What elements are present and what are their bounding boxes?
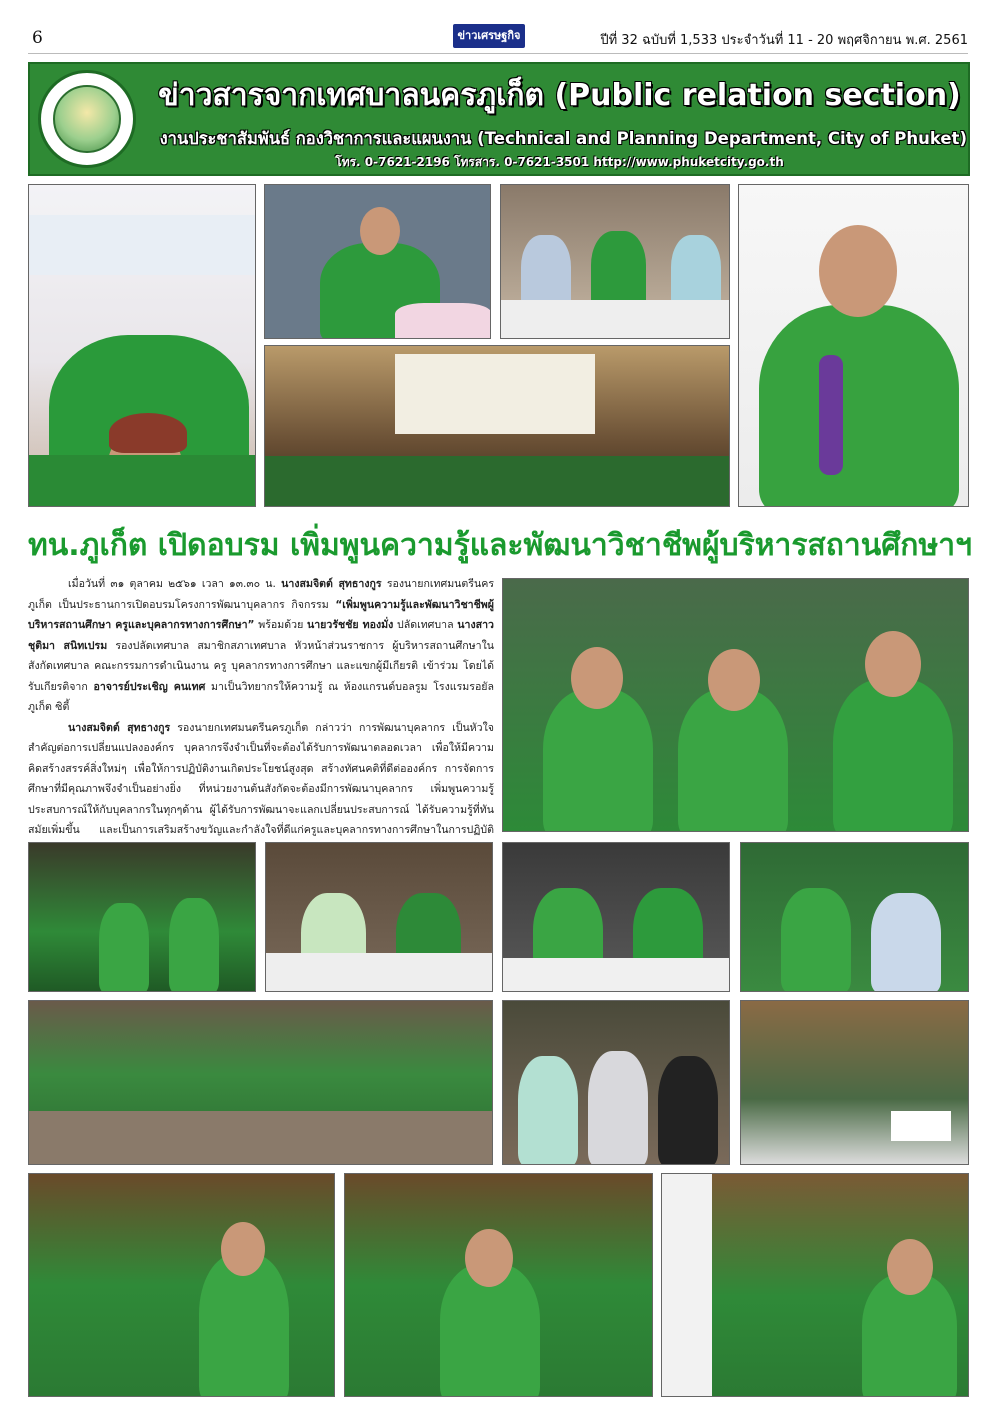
photo-speaker-mic-man <box>738 184 969 507</box>
photo-auditorium-stage <box>264 345 730 507</box>
photo-three-seated <box>500 184 730 339</box>
page-number: 6 <box>32 28 43 48</box>
photo-three-women-seated <box>502 1000 730 1165</box>
article-paragraph-2: นางสมจิตต์ สุทธางกูร รองนายกเทศมนตรีนครภูเก็ต กล่าวว่า การพัฒนาบุคลากร เป็นหัวใจสำคัญต่อการเปลี่ยนแปลงองค์กร บุคลากรจึงจำเป็นที่จะต้องได้รับการพัฒนาตลอดเวลา เพื่อให้มีความคิดสร้างสรรค์สิ่งใหม่ๆ เพื่อให้การปฏิบัติงานเกิดประโยชน์สูงสุด สร้างทัศนคติที่ดีต่อองค์กร การจัดการศึกษาที่มีคุณภาพจึงจำเป็นอย่างยิ่ง ที่หน่วยงานต้นสังกัดจะต้องมีการพัฒนาบุคลากร เพิ่มพูนความรู้ประสบการณ์ให้กับบุคลากรในทุกๆด้าน ผู้ได้รับการพัฒนาจะแลกเปลี่ยนประสบการณ์ ได้รับความรู้ที่ทันสมัยเพิ่มขึ้น และเป็นการเสริมสร้างขวัญและกำลังใจที่ดีแก่ครูและบุคลากรทางการศึกษาในการปฏิบัติ <box>28 721 494 836</box>
photo-woman-man-seated <box>502 842 730 992</box>
masthead-logo: ข่าวเศรษฐกิจ <box>453 24 525 48</box>
banner-contact: โทร. 0-7621-2196 โทรสาร. 0-7621-3501 http://www.phuketcity.go.th <box>335 155 784 169</box>
photo-audience-row-1 <box>28 842 256 992</box>
photo-audience-bottom-1 <box>28 1173 335 1397</box>
photo-audience-bottom-2 <box>344 1173 653 1397</box>
issue-line: ปีที่ 32 ฉบับที่ 1,533 ประจำวันที่ 11 - 20 พฤศจิกายน พ.ศ. 2561 <box>600 33 968 48</box>
article-headline: ทน.ภูเก็ต เปิดอบรม เพิ่มพูนความรู้และพัฒนาวิชาชีพผู้บริหารสถานศึกษาฯ <box>28 528 972 563</box>
photo-two-men-seated <box>265 842 493 992</box>
photo-ballroom-rear <box>740 1000 969 1165</box>
seal-emblem-icon <box>53 85 121 153</box>
top-bar <box>28 22 968 54</box>
photo-two-women-seated <box>740 842 969 992</box>
photo-speaker-woman <box>28 184 256 507</box>
banner-subtitle: งานประชาสัมพันธ์ กองวิชาการและแผนงาน (Technical and Planning Department, City of Phuket) <box>159 129 967 148</box>
banner-title: ข่าวสารจากเทศบาลนครภูเก็ต (Public relation section) <box>158 78 961 113</box>
photo-audience-bottom-3 <box>661 1173 969 1397</box>
article-body <box>28 574 494 861</box>
article-paragraph-1: เมื่อวันที่ ๓๑ ตุลาคม ๒๕๖๑ เวลา ๑๓.๓๐ น. นางสมจิตต์ สุทธางกูร รองนายกเทศมนตรีนครภูเก็ต เป็นประธานการเปิดอบรมโครงการพัฒนาบุคลากร กิจกรรม “เพิ่มพูนความรู้และพัฒนาวิชาชีพผู้บริหารสถานศึกษา ครูและบุคลากรทางการศึกษา” พร้อมด้วย นายวรัชชัย ทองมั่ง ปลัดเทศบาล นางสาวชุติมา สนิทเปรม รองปลัดเทศบาล สมาชิกสภาเทศบาล หัวหน้าส่วนราชการ ผู้บริหารสถานศึกษาในสังกัดเทศบาล คณะกรรมการดำเนินงาน ครู บุคลากรทางการศึกษา และแขกผู้มีเกียรติ เข้าร่วม โดยได้รับเกียรติจาก อาจารย์ประเชิญ คนเทศ มาเป็นวิทยากรให้ความรู้ ณ ห้องแกรนด์บอลรูม โรงแรมรอยัลภูเก็ต ซิตี้ <box>28 578 495 713</box>
photo-audience-wide <box>28 1000 493 1165</box>
section-banner <box>28 62 970 176</box>
city-seal-logo <box>38 70 136 168</box>
photo-speaker-man <box>264 184 491 339</box>
photo-audience-front-row <box>502 578 969 832</box>
